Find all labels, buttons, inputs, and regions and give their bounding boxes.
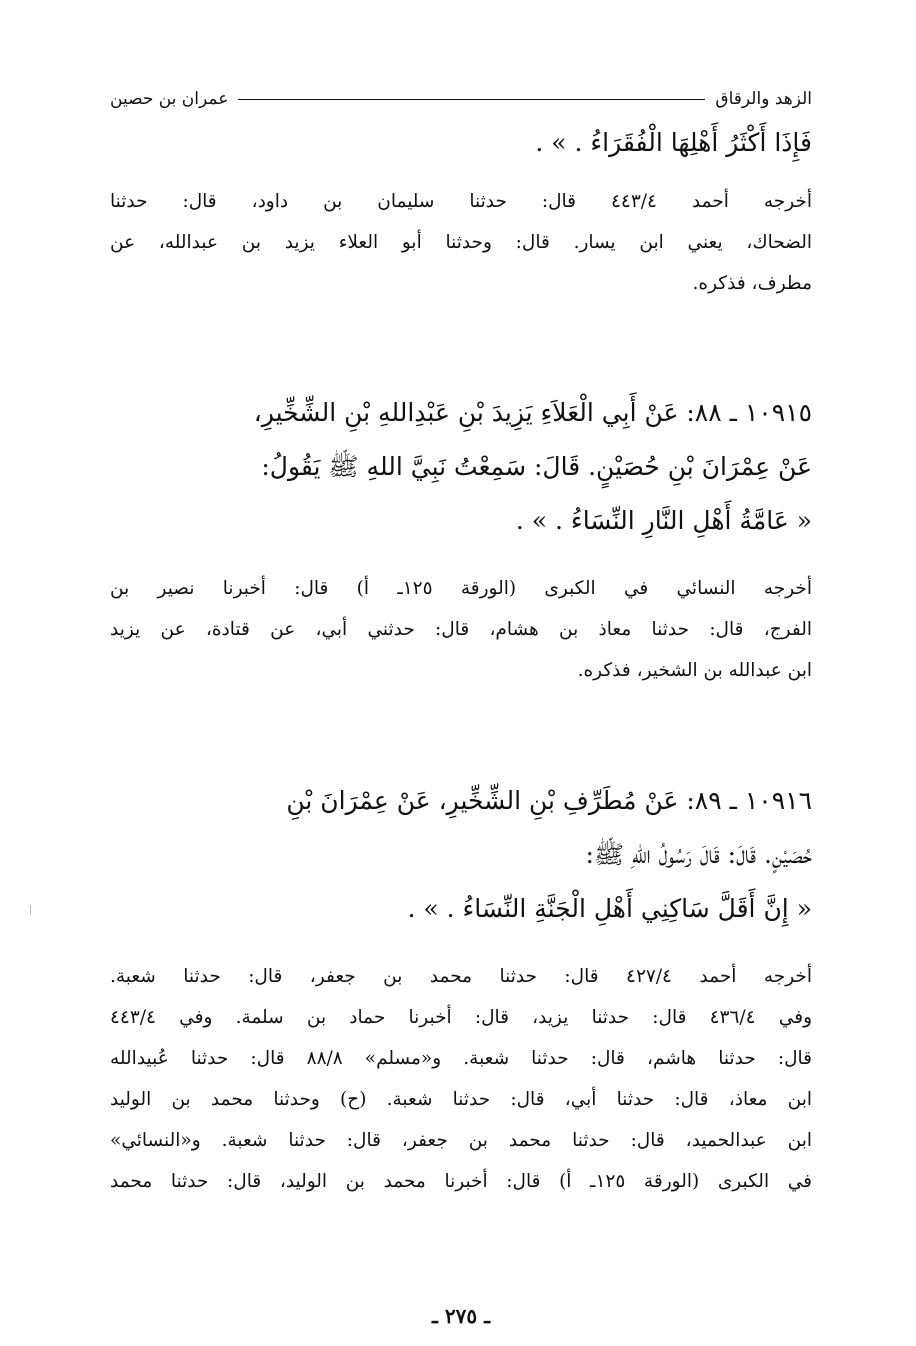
takhrij-line: ابن معاذ، قال: حدثنا أبي، قال: حدثنا شعبة. (ح) وحدثنا محمد بن الوليد (110, 1089, 812, 1110)
margin-mark (30, 905, 31, 915)
hadith-text-line: حُصَيْنٍ. قَالَ: قَالَ رَسُولُ اللهِ ﷺ: (585, 840, 812, 869)
takhrij-line: مطرف، فذكره. (692, 273, 812, 294)
hadith-88 (110, 386, 812, 548)
takhrij-line: الفرج، قال: حدثنا معاذ بن هشام، قال: حدثني أبي، عن قتادة، عن يزيد (110, 619, 812, 640)
takhrij-line: أخرجه أحمد ٤٤٣/٤ قال: حدثنا سليمان بن داود، قال: حدثنا (110, 191, 812, 212)
hadith-text-line: « عَامَّةُ أَهْلِ النَّارِ النِّسَاءُ . » . (515, 506, 812, 535)
hadith-text-line: فَإِذَا أَكْثَرُ أَهْلِهَا الْفُقَرَاءُ . » . (535, 128, 812, 157)
takhrij-block-3 (110, 956, 812, 1202)
hadith-text-line: « إِنَّ أَقَلَّ سَاكِنِي أَهْلِ الْجَنَّةِ النِّسَاءُ . » . (407, 894, 812, 923)
hadith-89 (110, 774, 812, 936)
takhrij-line: قال: حدثنا هاشم، قال: حدثنا شعبة. و«مسلم» ٨٨/٨ قال: حدثنا عُبيدالله (110, 1048, 812, 1069)
top-fragment (110, 116, 812, 170)
takhrij-line: وفي ٤٣٦/٤ قال: حدثنا يزيد، قال: أخبرنا حماد بن سلمة. وفي ٤٤٣/٤ (110, 1007, 812, 1028)
takhrij-line: ابن عبدالحميد، قال: حدثنا محمد بن جعفر، قال: حدثنا شعبة. و«النسائي» (110, 1130, 812, 1151)
header-rule (238, 99, 705, 100)
hadith-text-line: عَنْ عِمْرَانَ بْنِ حُصَيْنٍ. قَالَ: سَمِعْتُ نَبِيَّ اللهِ ﷺ يَقُولُ: (261, 452, 812, 481)
takhrij-block-2 (110, 568, 812, 691)
takhrij-line: أخرجه أحمد ٤٢٧/٤ قال: حدثنا محمد بن جعفر، قال: حدثنا شعبة. (110, 966, 812, 987)
header-book-section: الزهد والرقاق (715, 89, 812, 109)
page-number: ـ ٢٧٥ ـ (432, 1304, 490, 1328)
hadith-text-line: ١٠٩١٦ ـ ٨٩: عَنْ مُطَرِّفِ بْنِ الشِّخِّيرِ، عَنْ عِمْرَانَ بْنِ (286, 786, 812, 815)
takhrij-line: أخرجه النسائي في الكبرى (الورقة ١٢٥ـ أ) قال: أخبرنا نصير بن (110, 578, 812, 599)
header-chapter: عمران بن حصين (110, 89, 229, 109)
running-header (110, 84, 812, 114)
takhrij-line: الضحاك، يعني ابن يسار. قال: وحدثنا أبو العلاء يزيد بن عبدالله، عن (110, 232, 812, 253)
takhrij-line: في الكبرى (الورقة ١٢٥ـ أ) قال: أخبرنا محمد بن الوليد، قال: حدثنا محمد (110, 1171, 812, 1192)
takhrij-block-1 (110, 181, 812, 304)
takhrij-line: ابن عبدالله بن الشخير، فذكره. (577, 660, 812, 681)
hadith-text-line: ١٠٩١٥ ـ ٨٨: عَنْ أَبِي الْعَلاَءِ يَزِيدَ بْنِ عَبْدِاللهِ بْنِ الشِّخِّيرِ، (253, 398, 812, 427)
book-page (110, 78, 812, 1328)
